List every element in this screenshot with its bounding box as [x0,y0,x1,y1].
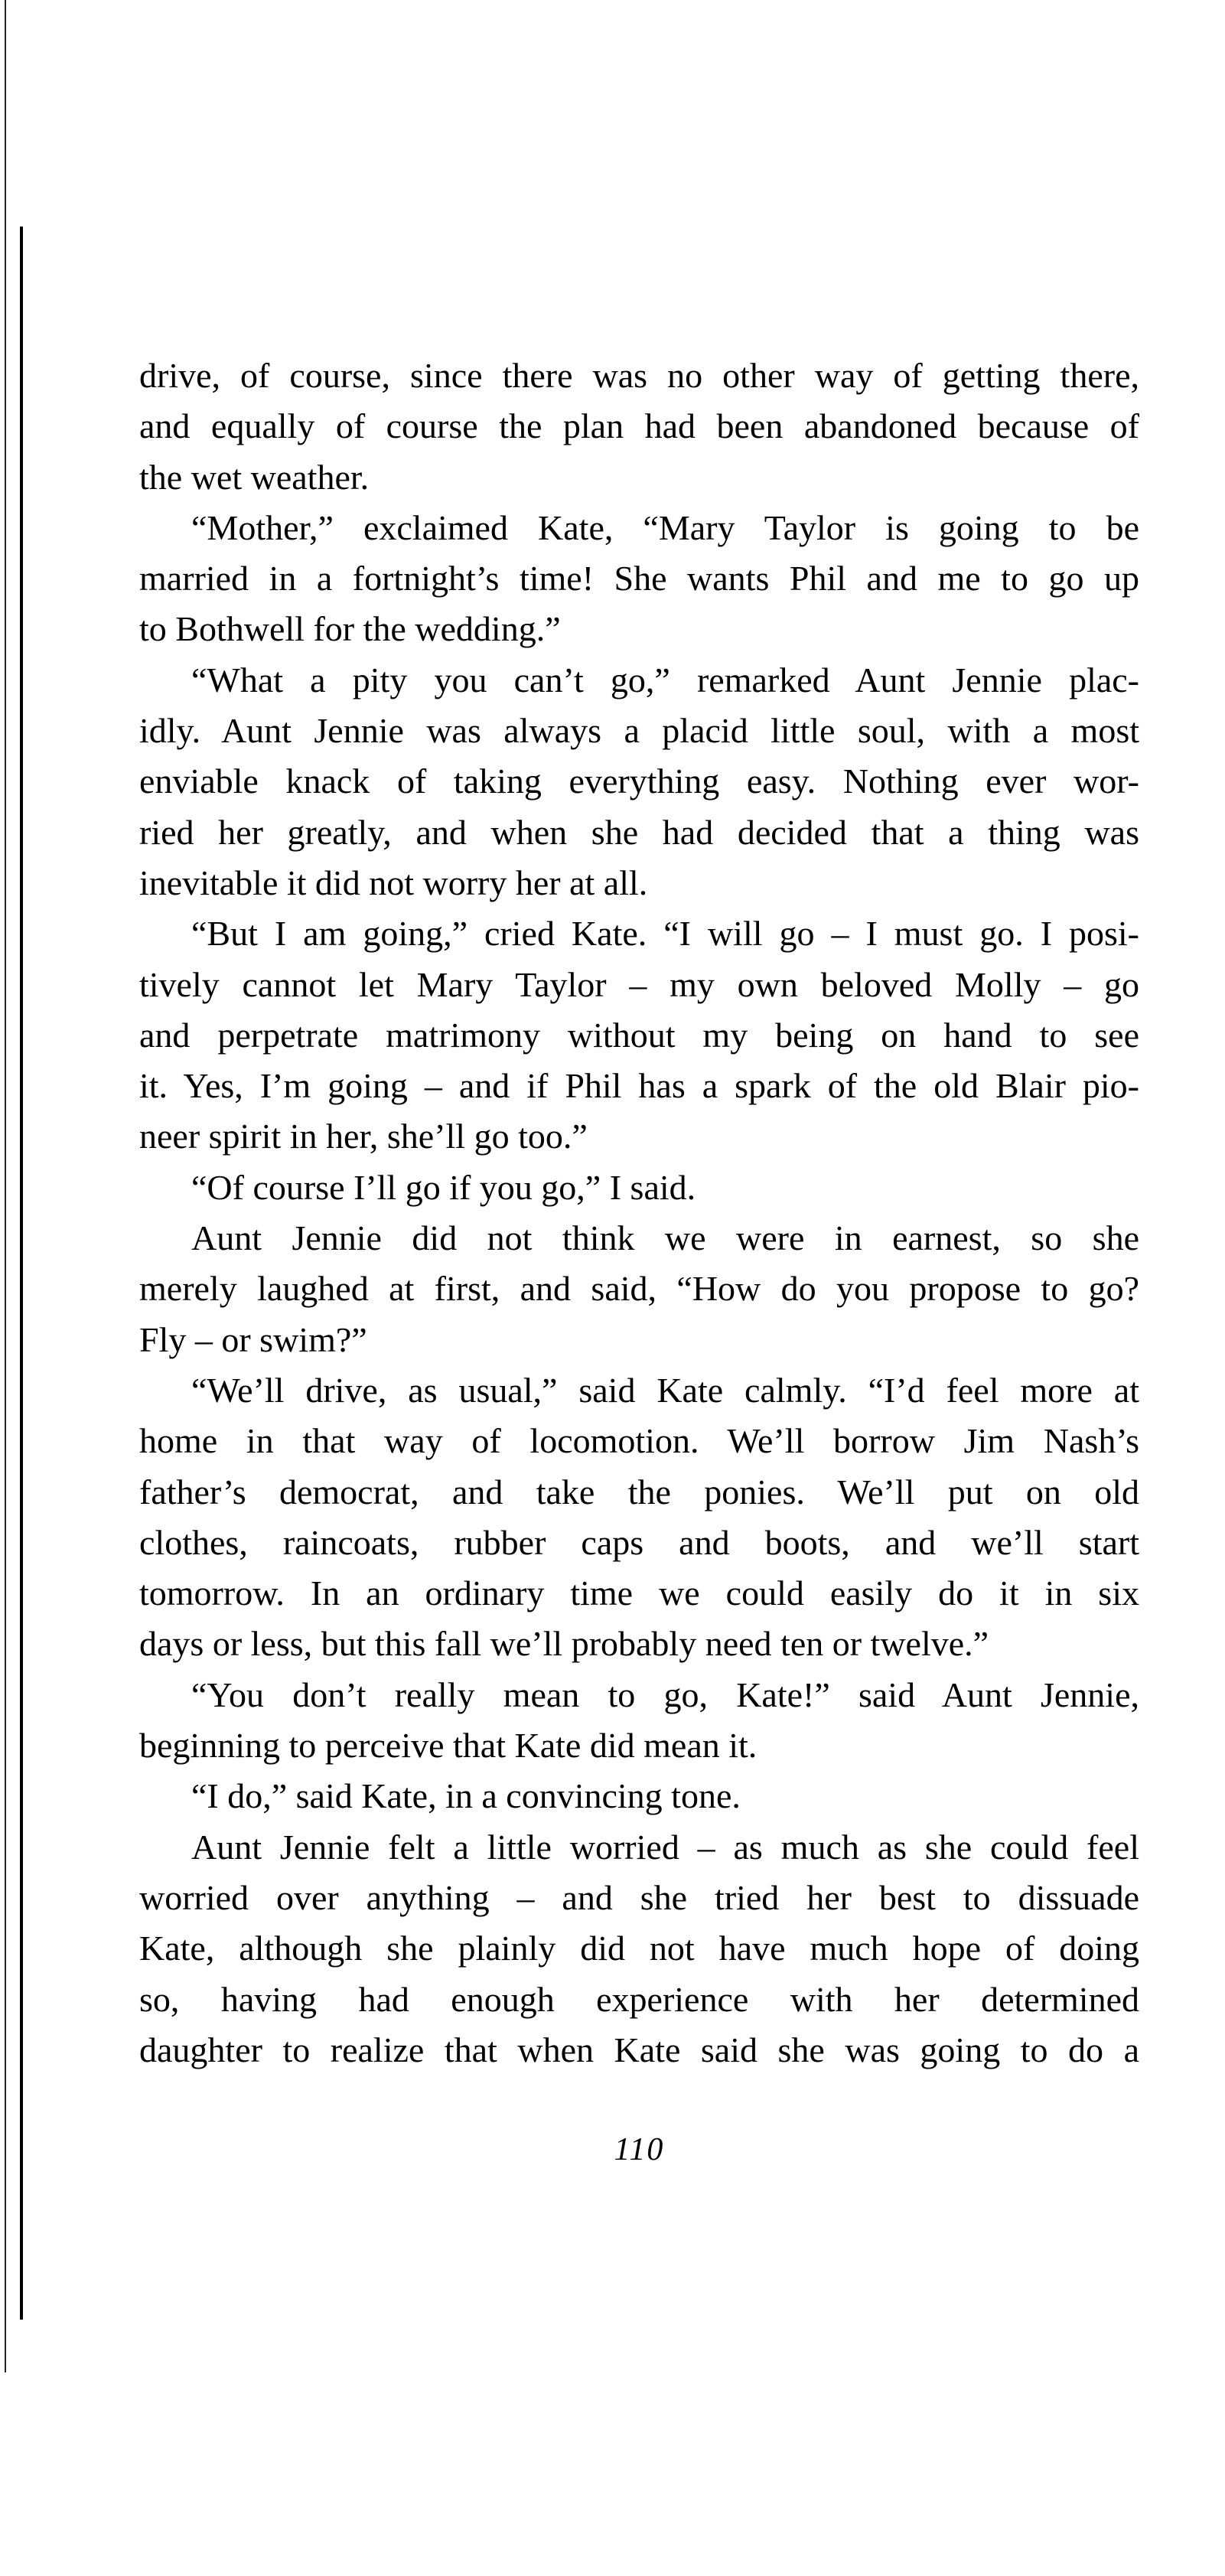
text-line: tomorrow. In an ordinary time we could easily do it in six [139,1573,1139,1613]
text-line: married in a fortnight’s time! She wants Phil and me to go up [139,559,1139,598]
text-line: “Of course I’ll go if you go,” I said. [191,1167,696,1207]
page-number: 110 [614,2132,665,2167]
text-line: “We’ll drive, as usual,” said Kate calmly. “I’d feel more at [191,1370,1139,1410]
text-line: idly. Aunt Jennie was always a placid little soul, with a most [139,711,1139,751]
text-line: father’s democrat, and take the ponies. We’ll put on old [139,1472,1139,1511]
text-line: “Mother,” exclaimed Kate, “Mary Taylor is going to be [191,507,1139,547]
text-line: clothes, raincoats, rubber caps and boots, and we’ll start [139,1522,1139,1562]
text-line: the wet weather. [139,457,370,497]
text-line: ried her greatly, and when she had decided that a thing was [139,812,1139,852]
text-line: “What a pity you can’t go,” remarked Aunt Jennie plac- [191,660,1139,699]
body-text [139,351,1139,2075]
text-line: merely laughed at first, and said, “How do you propose to go? [139,1269,1139,1309]
text-line: neer spirit in her, she’ll go too.” [139,1117,588,1156]
text-line: to Bothwell for the wedding.” [139,609,561,649]
text-line: “You don’t really mean to go, Kate!” said Aunt Jennie, [191,1674,1139,1714]
text-line: drive, of course, since there was no other way of getting there, [139,356,1139,395]
text-line: enviable knack of taking everything easy. Nothing ever wor- [139,761,1139,801]
text-line: Aunt Jennie did not think we were in earnest, so she [191,1218,1139,1258]
text-line: beginning to perceive that Kate did mean it. [139,1726,757,1766]
text-line: inevitable it did not worry her at all. [139,862,648,902]
text-line: so, having had enough experience with her determined [139,1979,1139,2019]
text-line: tively cannot let Mary Taylor – my own beloved Molly – go [139,964,1139,1004]
text-line: and perpetrate matrimony without my being on hand to see [139,1015,1139,1055]
text-line: worried over anything – and she tried her best to dissuade [139,1877,1139,1917]
text-line: “I do,” said Kate, in a convincing tone. [191,1776,741,1816]
text-line: Aunt Jennie felt a little worried – as much as she could feel [191,1827,1139,1867]
gutter-rule [20,227,23,2320]
text-line: “But I am going,” cried Kate. “I will go – I must go. I posi- [191,914,1139,954]
text-line: it. Yes, I’m going – and if Phil has a spark of the old Blair pio- [139,1066,1139,1106]
page-edge-rule [5,0,6,2372]
text-line: Kate, although she plainly did not have much hope of doing [139,1929,1139,1968]
text-line: daughter to realize that when Kate said she was going to do a [139,2030,1139,2069]
text-line: and equally of course the plan had been abandoned because of [139,406,1139,446]
text-line: Fly – or swim?” [139,1319,367,1359]
text-line: home in that way of locomotion. We’ll borrow Jim Nash’s [139,1421,1139,1461]
text-line: days or less, but this fall we’ll probably need ten or twelve.” [139,1624,989,1664]
